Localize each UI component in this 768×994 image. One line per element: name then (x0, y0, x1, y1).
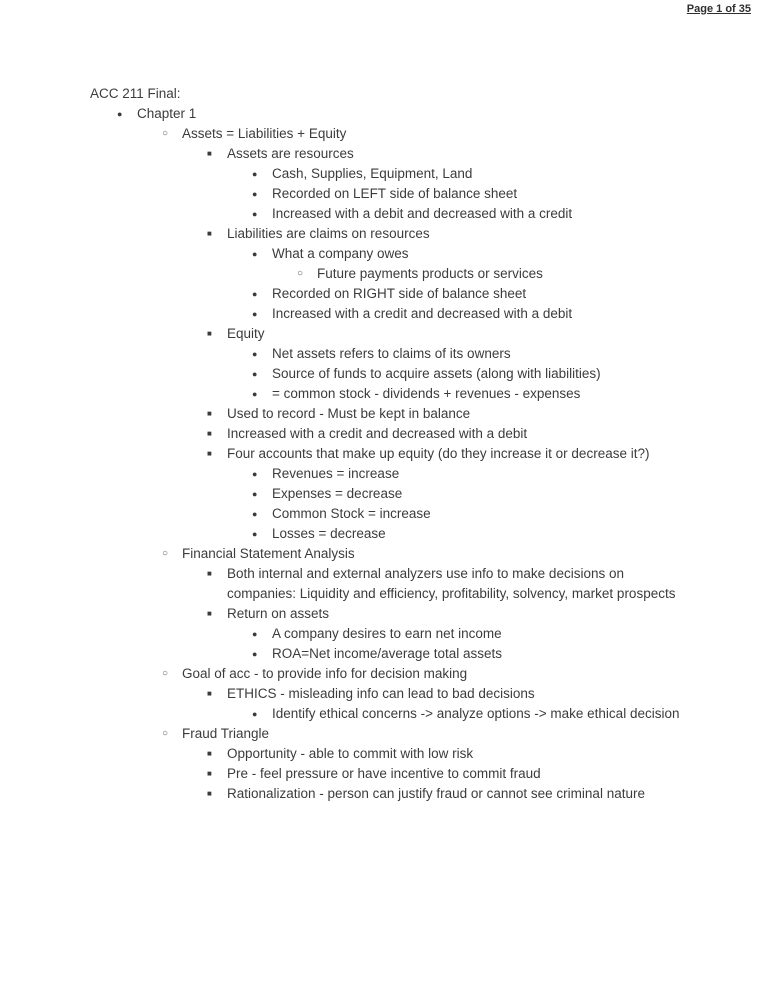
circle-bullet-icon: ○ (297, 268, 304, 279)
outline-item-label: Expenses = decrease (272, 486, 403, 501)
outline-item (0, 404, 680, 424)
outline-item-label: Source of funds to acquire assets (along with liabilities) (272, 366, 601, 381)
disc-bullet-icon: ● (252, 629, 258, 639)
outline-item (0, 784, 680, 804)
square-bullet-icon: ■ (207, 609, 212, 618)
outline-item (0, 124, 680, 144)
outline-item-label: Increased with a credit and decreased with a debit (272, 306, 573, 321)
square-bullet-icon: ■ (207, 409, 212, 418)
outline-item-label: Financial Statement Analysis (182, 546, 355, 561)
outline-item (0, 304, 680, 324)
outline-item-label: What a company owes (272, 246, 409, 261)
disc-bullet-icon: ● (252, 529, 258, 539)
outline-item (0, 464, 680, 484)
square-bullet-icon: ■ (207, 749, 212, 758)
square-bullet-icon: ■ (207, 569, 212, 578)
outline-item-label: Cash, Supplies, Equipment, Land (272, 166, 473, 181)
circle-bullet-icon: ○ (162, 728, 169, 739)
outline-item-label: A company desires to earn net income (272, 626, 502, 641)
outline-item-label: Rationalization - person can justify fraud or cannot see criminal nature (227, 786, 645, 801)
disc-bullet-icon: ● (252, 349, 258, 359)
outline-item (0, 644, 680, 664)
outline-item (0, 564, 680, 604)
outline-item (0, 344, 680, 364)
outline-item-label: Pre - feel pressure or have incentive to commit fraud (227, 766, 541, 781)
outline-item (0, 624, 680, 644)
outline-item-label: Equity (227, 326, 265, 341)
outline-item-label: Losses = decrease (272, 526, 386, 541)
outline-item (0, 544, 680, 564)
outline-item-label: ETHICS - misleading info can lead to bad decisions (227, 686, 535, 701)
square-bullet-icon: ■ (207, 449, 212, 458)
outline-item (0, 204, 680, 224)
outline-item (0, 104, 680, 124)
circle-bullet-icon: ○ (162, 668, 169, 679)
square-bullet-icon: ■ (207, 429, 212, 438)
outline-item-label: Revenues = increase (272, 466, 400, 481)
outline-item (0, 484, 680, 504)
outline-item-label: Increased with a debit and decreased with a credit (272, 206, 573, 221)
outline-item (0, 604, 680, 624)
disc-bullet-icon: ● (252, 369, 258, 379)
outline-item-label: Net assets refers to claims of its owners (272, 346, 511, 361)
outline-item (0, 744, 680, 764)
circle-bullet-icon: ○ (162, 128, 169, 139)
outline-item (0, 504, 680, 524)
outline-item-label: Used to record - Must be kept in balance (227, 406, 471, 421)
outline-item-label: Assets are resources (227, 146, 354, 161)
disc-bullet-icon: ● (252, 209, 258, 219)
outline-item-label: Future payments products or services (317, 266, 543, 281)
disc-bullet-icon: ● (252, 649, 258, 659)
square-bullet-icon: ■ (207, 149, 212, 158)
outline-item (0, 684, 680, 704)
disc-bullet-icon: ● (252, 189, 258, 199)
disc-bullet-icon: ● (117, 109, 123, 119)
outline-item (0, 424, 680, 444)
outline-item (0, 324, 680, 344)
outline-item (0, 724, 680, 744)
outline-item-label: Recorded on RIGHT side of balance sheet (272, 286, 527, 301)
outline-item (0, 244, 680, 264)
disc-bullet-icon: ● (252, 169, 258, 179)
outline-item-label: Chapter 1 (137, 106, 197, 121)
outline-item-label: Return on assets (227, 606, 330, 621)
disc-bullet-icon: ● (252, 309, 258, 319)
outline-item (0, 764, 680, 784)
outline-item-label: ROA=Net income/average total assets (272, 646, 502, 661)
outline-item-label: Opportunity - able to commit with low risk (227, 746, 474, 761)
disc-bullet-icon: ● (252, 469, 258, 479)
outline-item-label: Common Stock = increase (272, 506, 431, 521)
disc-bullet-icon: ● (252, 489, 258, 499)
outline-item-label: Goal of acc - to provide info for decision making (182, 666, 468, 681)
square-bullet-icon: ■ (207, 329, 212, 338)
outline-item-label: Recorded on LEFT side of balance sheet (272, 186, 518, 201)
outline-item-label: = common stock - dividends + revenues - expenses (272, 386, 581, 401)
outline-list (0, 104, 768, 804)
outline-item (0, 524, 680, 544)
outline-item (0, 704, 680, 724)
square-bullet-icon: ■ (207, 789, 212, 798)
outline-item (0, 384, 680, 404)
outline-item (0, 364, 680, 384)
outline-item-label: Four accounts that make up equity (do they increase it or decrease it?) (227, 446, 650, 461)
square-bullet-icon: ■ (207, 769, 212, 778)
outline-item-label: Assets = Liabilities + Equity (182, 126, 347, 141)
circle-bullet-icon: ○ (162, 548, 169, 559)
outline-item-label: Identify ethical concerns -> analyze options -> make ethical decision (272, 706, 680, 721)
outline-item-label: Liabilities are claims on resources (227, 226, 430, 241)
outline-item (0, 184, 680, 204)
outline-item (0, 284, 680, 304)
document-title: ACC 211 Final: (90, 86, 181, 101)
outline-item (0, 664, 680, 684)
page-number-header: Page 1 of 35 (686, 3, 751, 15)
square-bullet-icon: ■ (207, 689, 212, 698)
disc-bullet-icon: ● (252, 509, 258, 519)
outline-item (0, 224, 680, 244)
outline-item (0, 444, 680, 464)
outline-item-label: Increased with a credit and decreased with a debit (227, 426, 528, 441)
disc-bullet-icon: ● (252, 389, 258, 399)
disc-bullet-icon: ● (252, 249, 258, 259)
outline-item (0, 264, 680, 284)
outline-item-label: Fraud Triangle (182, 726, 270, 741)
disc-bullet-icon: ● (252, 289, 258, 299)
disc-bullet-icon: ● (252, 709, 258, 719)
outline-item (0, 164, 680, 184)
square-bullet-icon: ■ (207, 229, 212, 238)
outline-item (0, 144, 680, 164)
outline-item-label: Both internal and external analyzers use info to make decisions on companies: Liquidity and efficiency, profitability, solvency, market prospects (227, 566, 676, 601)
